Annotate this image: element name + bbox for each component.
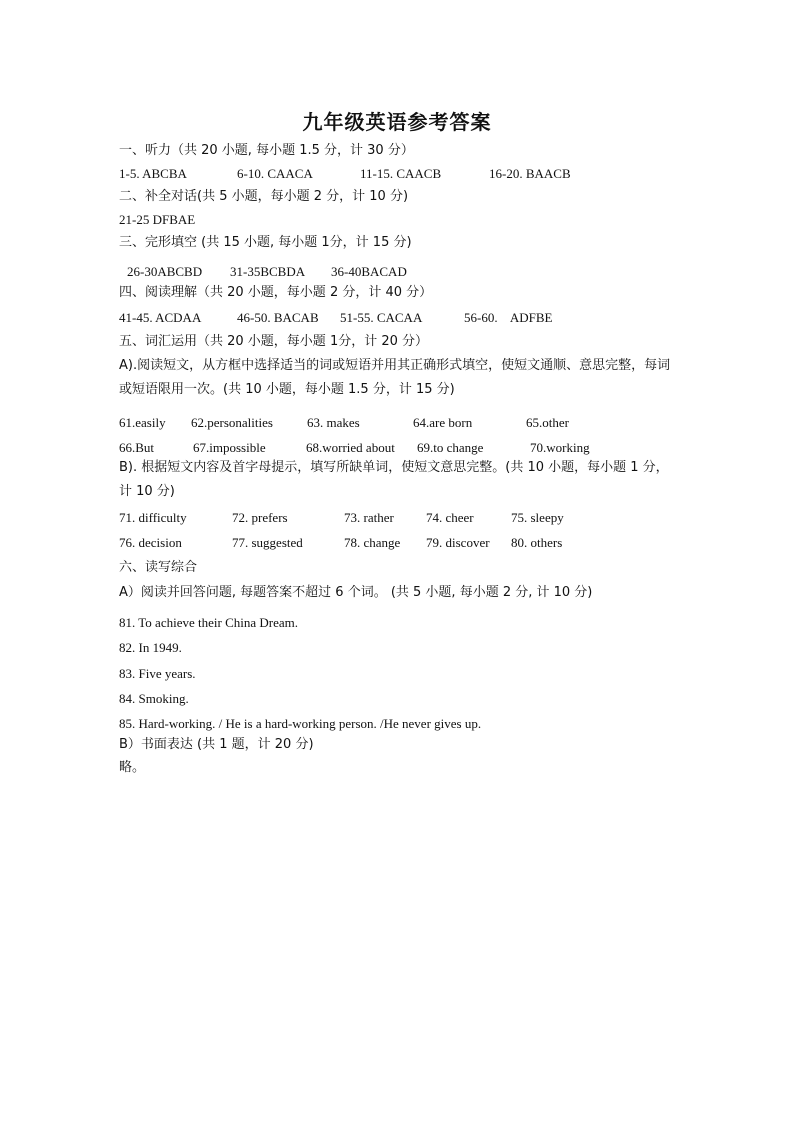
answer-item: 85. Hard-working. / He is a hard-working person. /He never gives up.	[119, 716, 482, 731]
answer-group: 36-40BACAD	[331, 264, 407, 279]
answer-item: 77. suggested	[232, 535, 303, 550]
section-vocabulary-heading: 五、词汇运用（共 20 小题，每小题 1分，计 20 分）	[119, 334, 429, 349]
writing-part-b-heading: B）书面表达 (共 1 题，计 20 分)	[119, 737, 314, 752]
answer-item: 69.to change	[417, 440, 484, 455]
answer-item: 65.other	[526, 415, 569, 430]
answer-group: 6-10. CAACA	[237, 166, 313, 181]
answer-item: 81. To achieve their China Dream.	[119, 615, 298, 630]
answer-item: 72. prefers	[232, 510, 288, 525]
answer-item: 80. others	[511, 535, 563, 550]
answer-item: 66.But	[119, 440, 155, 455]
answer-group: 26-30ABCBD	[127, 264, 203, 279]
answer-item: 78. change	[344, 535, 401, 550]
answer-item: 71. difficulty	[119, 510, 187, 525]
answer-item: 68.worried about	[306, 440, 395, 455]
answer-item: 67.impossible	[193, 440, 266, 455]
answer-item: 83. Five years.	[119, 666, 196, 681]
answer-group: 51-55. CACAA	[340, 310, 423, 325]
answer-group: 11-15. CAACB	[360, 166, 442, 181]
answer-item: 74. cheer	[426, 510, 474, 525]
section-listening-heading: 一、听力（共 20 小题, 每小题 1.5 分，计 30 分）	[119, 143, 414, 158]
answer-item: 79. discover	[426, 535, 490, 550]
page-title: 九年级英语参考答案	[302, 110, 492, 134]
answer-item: 82. In 1949.	[119, 640, 182, 655]
vocabulary-part-a-instructions: A).阅读短文，从方框中选择适当的词或短语并用其正确形式填空，使短文通顺、意思完整，每词或短语限用一次。(共 10 小题，每小题 1.5 分，计 15 分)	[119, 358, 671, 397]
writing-omitted-note: 略。	[119, 760, 146, 775]
section-reading-heading: 四、阅读理解（共 20 小题，每小题 2 分，计 40 分）	[119, 285, 433, 300]
answer-group: 41-45. ACDAA	[119, 310, 202, 325]
answer-group: 1-5. ABCBA	[119, 166, 187, 181]
answer-item: 70.working	[530, 440, 590, 455]
answer-item: 63. makes	[307, 415, 360, 430]
answer-item: 76. decision	[119, 535, 182, 550]
answer-item: 73. rather	[344, 510, 394, 525]
section-cloze-heading: 三、完形填空 (共 15 小题, 每小题 1分，计 15 分)	[119, 235, 412, 250]
answer-group: 21-25 DFBAE	[119, 212, 196, 227]
answer-item: 64.are born	[413, 415, 473, 430]
section-reading-writing-heading: 六、读写综合	[119, 560, 198, 575]
answer-group: 16-20. BAACB	[489, 166, 571, 181]
answer-group: 56-60. ADFBE	[464, 310, 553, 325]
vocabulary-part-b-instructions: B). 根据短文内容及首字母提示，填写所缺单词，使短文意思完整。(共 10 小题，每小题 1 分，计 10 分)	[119, 460, 669, 499]
answer-item: 62.personalities	[191, 415, 273, 430]
reading-writing-part-a-instructions: A）阅读并回答问题, 每题答案不超过 6 个词。 (共 5 小题, 每小题 2 分, 计 10 分)	[119, 585, 593, 600]
section-dialogue-heading: 二、补全对话(共 5 小题，每小题 2 分，计 10 分)	[119, 189, 409, 204]
answer-item: 84. Smoking.	[119, 691, 189, 706]
answer-group: 46-50. BACAB	[237, 310, 319, 325]
answer-group: 31-35BCBDA	[230, 264, 306, 279]
answer-item: 75. sleepy	[511, 510, 564, 525]
answer-item: 61.easily	[119, 415, 166, 430]
